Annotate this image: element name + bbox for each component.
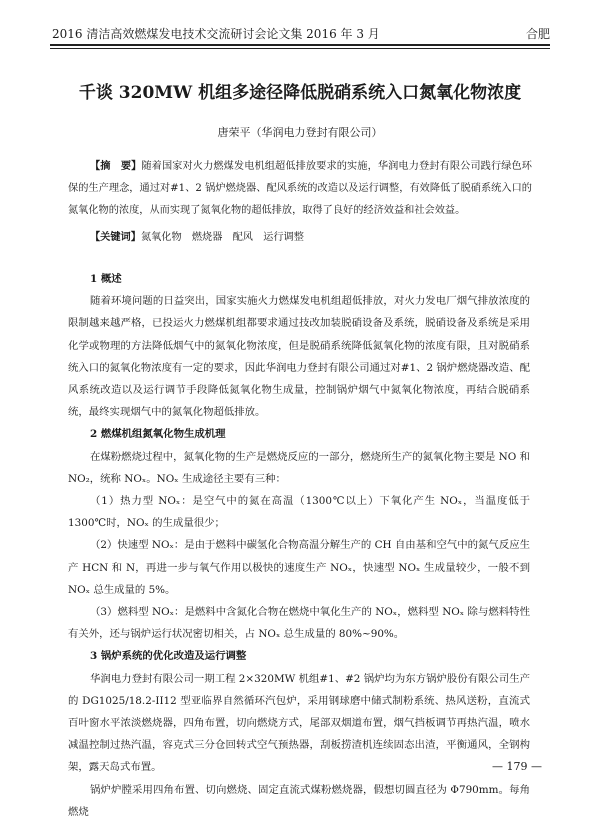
- author-line: 唐荣平（华润电力登封有限公司）: [217, 126, 383, 139]
- header-rule-thick: [50, 44, 550, 46]
- paragraph: （1）热力型 NOₓ：是空气中的氮在高温（1300℃以上）下氧化产生 NOₓ，当温度低于 1300℃时，NOₓ 的生成量很少；: [68, 495, 530, 530]
- paper-title: 千谈 320MW 机组多途径降低脱硝系统入口氮氧化物浓度: [78, 83, 522, 103]
- keywords-text: 氮氧化物 燃烧器 配风 运行调整: [140, 232, 304, 243]
- keywords-label: 【关键词】: [90, 231, 141, 243]
- running-head-right: 合肥: [525, 27, 550, 41]
- section-heading-3: 3 锅炉系统的优化改造及运行调整: [90, 650, 247, 663]
- abstract-label: 【摘 要】: [90, 160, 142, 172]
- paragraph: 锅炉炉膛采用四角布置、切向燃烧、固定直流式煤粉燃烧器，假想切圆直径为 Φ790mm。每角燃烧: [68, 783, 530, 818]
- abstract-text: 随着国家对火力燃煤发电机组超低排放要求的实施，华润电力登封有限公司践行绿色环保的生产理念，通过对#1、2 锅炉燃烧器、配风系统的改造以及运行调整，有效降低了脱硝系统入口的氮氧化物的浓度，从而实现了氮氧化物的超低排放，取得了良好的经济效益和社会效益。: [68, 161, 532, 216]
- section-heading-1: 1 概述: [90, 273, 122, 285]
- paragraph: 随着环境问题的日益突出，国家实施火力燃煤发电机组超低排放，对火力发电厂烟气排放浓度的限制越来越严格，已投运火力燃煤机组都要求通过技改加装脱硝设备及系统，脱硝设备及系统是采用化学或物理的方法降低烟气中的氮氧化物浓度，但是脱硝系统降低氮氧化物的浓度有限，且对脱硝系统入口的氮氧化物浓度有一定的要求，因此华润电力登封有限公司通过对#1、2 锅炉燃烧器改造、配风系统改造以及运行调节手段降低氮氧化物生成量，控制锅炉烟气中氮氧化物浓度，再结合脱硝系统，最终实现烟气中的氮氧化物超低排放。: [68, 295, 530, 419]
- page-number: — 179 —: [492, 760, 542, 773]
- section-heading-2: 2 燃煤机组氮氧化物生成机理: [90, 428, 226, 441]
- keywords: [90, 227, 532, 248]
- header-rule-thin: [50, 48, 550, 49]
- paragraph: 华润电力登封有限公司一期工程 2×320MW 机组#1、#2 锅炉均为东方锅炉股份有限公司生产的 DG1025/18.2-II12 型亚临界自然循环汽包炉，采用钢球磨中储式制粉系统、热风送粉，直流式百叶窗水平浓淡燃烧器，四角布置，切向燃烧方式，尾部双烟道布置，烟气挡板调节再热汽温，喷水减温控制过热汽温，容克式三分仓回转式空气预热器，刮板捞渣机连续固态出渣，平衡通风，全钢构架，露天岛式布置。: [68, 672, 530, 774]
- body-text: [68, 268, 530, 823]
- paragraph: 在煤粉燃烧过程中，氮氧化物的生产是燃烧反应的一部分，燃烧所生产的氮氧化物主要是 NO 和 NO₂，统称 NOₓ。NOₓ 生成途径主要有三种：: [68, 450, 530, 485]
- paragraph: （3）燃料型 NOₓ：是燃料中含氮化合物在燃烧中氧化生产的 NOₓ，燃料型 NOₓ 除与燃料特性有关外，还与锅炉运行状况密切相关，占 NOₓ 总生成量的 80%~90%。: [68, 606, 530, 641]
- running-head-left: 2016 清洁高效燃煤发电技术交流研讨会论文集 2016 年 3 月: [52, 27, 380, 41]
- paragraph: （2）快速型 NOₓ：是由于燃料中碳氢化合物高温分解生产的 CH 自由基和空气中的氮气反应生产 HCN 和 N，再进一步与氧气作用以极快的速度生产 NOₓ，快速型 NOₓ 生成量较少，一般不到 NOₓ 总生成量的 5%。: [68, 539, 530, 596]
- running-head: [52, 22, 550, 42]
- abstract: [68, 155, 532, 222]
